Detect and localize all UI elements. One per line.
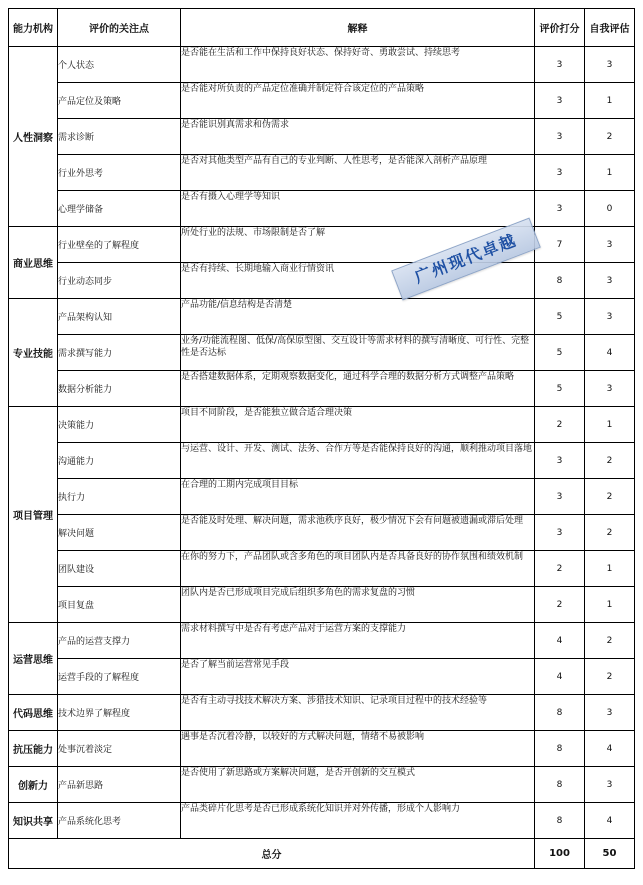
header-focus: 评价的关注点 (58, 9, 181, 47)
focus-cell: 产品系统化思考 (58, 803, 181, 839)
total-self: 50 (585, 839, 635, 869)
score-cell: 7 (535, 227, 585, 263)
table-row (9, 443, 635, 479)
focus-cell: 团队建设 (58, 551, 181, 587)
total-score: 100 (535, 839, 585, 869)
score-cell: 3 (535, 155, 585, 191)
self-score-cell: 3 (585, 299, 635, 335)
explanation-cell: 遇事是否沉着冷静，以较好的方式解决问题，情绪不易被影响 (181, 731, 535, 767)
evaluation-table (8, 8, 635, 869)
self-score-cell: 2 (585, 479, 635, 515)
focus-cell: 产品的运营支撑力 (58, 623, 181, 659)
explanation-cell: 是否有主动寻找技术解决方案、涉猎技术知识、记录项目过程中的技术经验等 (181, 695, 535, 731)
score-cell: 4 (535, 623, 585, 659)
explanation-cell: 是否有持续、长期地输入商业行情资讯 (181, 263, 535, 299)
self-score-cell: 2 (585, 443, 635, 479)
self-score-cell: 1 (585, 83, 635, 119)
capability-cell: 抗压能力 (9, 731, 58, 767)
score-cell: 3 (535, 443, 585, 479)
explanation-cell: 是否对其他类型产品有自己的专业判断、人性思考，是否能深入剖析产品原理 (181, 155, 535, 191)
score-cell: 4 (535, 659, 585, 695)
focus-cell: 技术边界了解程度 (58, 695, 181, 731)
table-row (9, 623, 635, 659)
explanation-cell: 在合理的工期内完成项目目标 (181, 479, 535, 515)
explanation-cell: 是否能识别真需求和伪需求 (181, 119, 535, 155)
self-score-cell: 1 (585, 155, 635, 191)
table-row (9, 587, 635, 623)
capability-cell: 项目管理 (9, 407, 58, 623)
explanation-cell: 是否能在生活和工作中保持良好状态、保持好奇、勇敢尝试、持续思考 (181, 47, 535, 83)
explanation-cell: 是否有摄入心理学等知识 (181, 191, 535, 227)
self-score-cell: 2 (585, 515, 635, 551)
self-score-cell: 4 (585, 335, 635, 371)
explanation-cell: 产品类碎片化思考是否已形成系统化知识并对外传播，形成个人影响力 (181, 803, 535, 839)
table-row (9, 191, 635, 227)
score-cell: 5 (535, 299, 585, 335)
score-cell: 5 (535, 371, 585, 407)
capability-cell: 专业技能 (9, 299, 58, 407)
score-cell: 3 (535, 119, 585, 155)
table-row (9, 551, 635, 587)
focus-cell: 需求撰写能力 (58, 335, 181, 371)
explanation-cell: 是否使用了新思路或方案解决问题，是否开创新的交互模式 (181, 767, 535, 803)
focus-cell: 个人状态 (58, 47, 181, 83)
self-score-cell: 3 (585, 227, 635, 263)
focus-cell: 需求诊断 (58, 119, 181, 155)
table-row (9, 299, 635, 335)
self-score-cell: 3 (585, 263, 635, 299)
table-row (9, 803, 635, 839)
explanation-cell: 在你的努力下，产品团队或含多角色的项目团队内是否具备良好的协作氛围和绩效机制 (181, 551, 535, 587)
capability-cell: 商业思维 (9, 227, 58, 299)
header-row (9, 9, 635, 47)
focus-cell: 决策能力 (58, 407, 181, 443)
score-cell: 8 (535, 767, 585, 803)
header-explanation: 解释 (181, 9, 535, 47)
explanation-cell: 项目不同阶段，是否能独立做合适合理决策 (181, 407, 535, 443)
score-cell: 5 (535, 335, 585, 371)
explanation-cell: 需求材料撰写中是否有考虑产品对于运营方案的支撑能力 (181, 623, 535, 659)
focus-cell: 产品新思路 (58, 767, 181, 803)
table-body (9, 47, 635, 839)
header-capability: 能力机构 (9, 9, 58, 47)
focus-cell: 行业外思考 (58, 155, 181, 191)
score-cell: 8 (535, 731, 585, 767)
focus-cell: 处事沉着淡定 (58, 731, 181, 767)
capability-cell: 知识共享 (9, 803, 58, 839)
explanation-cell: 是否搭建数据体系，定期观察数据变化，通过科学合理的数据分析方式调整产品策略 (181, 371, 535, 407)
table-row (9, 371, 635, 407)
self-score-cell: 1 (585, 407, 635, 443)
table-row (9, 695, 635, 731)
capability-cell: 创新力 (9, 767, 58, 803)
self-score-cell: 3 (585, 371, 635, 407)
table-row (9, 83, 635, 119)
score-cell: 8 (535, 695, 585, 731)
table-row (9, 479, 635, 515)
total-label: 总分 (9, 839, 535, 869)
self-score-cell: 0 (585, 191, 635, 227)
total-row (9, 839, 635, 869)
score-cell: 3 (535, 191, 585, 227)
self-score-cell: 1 (585, 551, 635, 587)
explanation-cell: 业务/功能流程图、低保/高保原型图、交互设计等需求材料的撰写清晰度、可行性、完整性是否达标 (181, 335, 535, 371)
score-cell: 3 (535, 83, 585, 119)
self-score-cell: 1 (585, 587, 635, 623)
score-cell: 3 (535, 47, 585, 83)
table-row (9, 155, 635, 191)
table-row (9, 731, 635, 767)
focus-cell: 产品定位及策略 (58, 83, 181, 119)
table-row (9, 335, 635, 371)
score-cell: 2 (535, 587, 585, 623)
focus-cell: 数据分析能力 (58, 371, 181, 407)
self-score-cell: 2 (585, 659, 635, 695)
focus-cell: 沟通能力 (58, 443, 181, 479)
explanation-cell: 是否了解当前运营常见手段 (181, 659, 535, 695)
score-cell: 2 (535, 551, 585, 587)
focus-cell: 行业壁垒的了解程度 (58, 227, 181, 263)
self-score-cell: 3 (585, 695, 635, 731)
table-row (9, 659, 635, 695)
explanation-cell: 与运营、设计、开发、测试、法务、合作方等是否能保持良好的沟通，顺利推动项目落地 (181, 443, 535, 479)
focus-cell: 产品架构认知 (58, 299, 181, 335)
table-row (9, 47, 635, 83)
self-score-cell: 3 (585, 47, 635, 83)
explanation-cell: 是否能及时处理、解决问题，需求池秩序良好，极少情况下会有问题被遗漏或滞后处理 (181, 515, 535, 551)
self-score-cell: 4 (585, 731, 635, 767)
self-score-cell: 2 (585, 119, 635, 155)
focus-cell: 执行力 (58, 479, 181, 515)
score-cell: 2 (535, 407, 585, 443)
focus-cell: 项目复盘 (58, 587, 181, 623)
score-cell: 3 (535, 479, 585, 515)
explanation-cell: 所处行业的法规、市场限制是否了解 (181, 227, 535, 263)
self-score-cell: 4 (585, 803, 635, 839)
focus-cell: 解决问题 (58, 515, 181, 551)
table-row (9, 515, 635, 551)
focus-cell: 心理学储备 (58, 191, 181, 227)
score-cell: 3 (535, 515, 585, 551)
capability-cell: 运营思维 (9, 623, 58, 695)
table-row (9, 407, 635, 443)
self-score-cell: 3 (585, 767, 635, 803)
capability-cell: 人性洞察 (9, 47, 58, 227)
focus-cell: 行业动态同步 (58, 263, 181, 299)
capability-cell: 代码思维 (9, 695, 58, 731)
header-self: 自我评估 (585, 9, 635, 47)
explanation-cell: 是否能对所负责的产品定位准确并制定符合该定位的产品策略 (181, 83, 535, 119)
explanation-cell: 产品功能/信息结构是否清楚 (181, 299, 535, 335)
table-row (9, 227, 635, 263)
explanation-cell: 团队内是否已形成项目完成后组织多角色的需求复盘的习惯 (181, 587, 535, 623)
focus-cell: 运营手段的了解程度 (58, 659, 181, 695)
table-row (9, 263, 635, 299)
watermark-stamp: 广州现代卓越 (391, 218, 541, 301)
header-score: 评价打分 (535, 9, 585, 47)
table-row (9, 119, 635, 155)
table-row (9, 767, 635, 803)
score-cell: 8 (535, 803, 585, 839)
self-score-cell: 2 (585, 623, 635, 659)
score-cell: 8 (535, 263, 585, 299)
